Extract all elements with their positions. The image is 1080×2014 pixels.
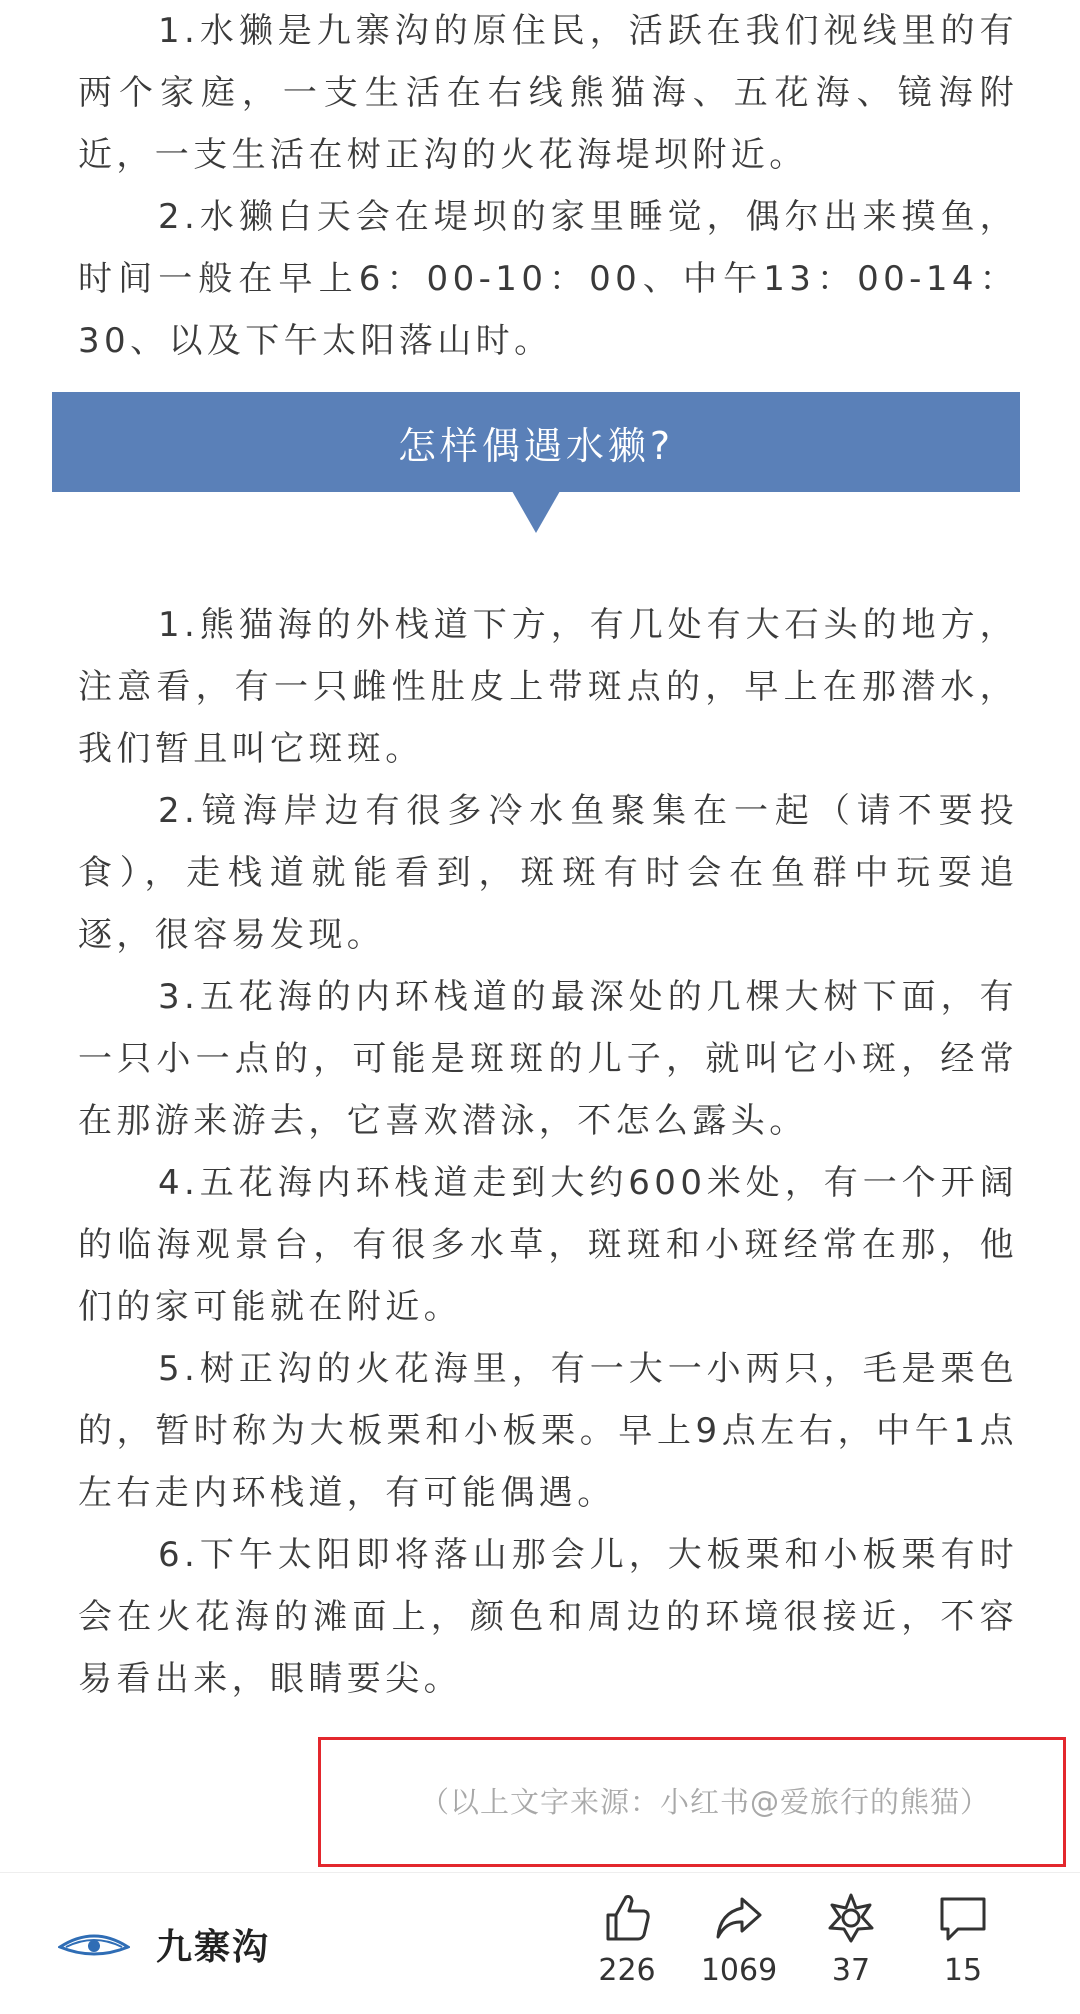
thumbs-up-icon <box>600 1891 654 1945</box>
brand-name[interactable]: 九寨沟 <box>156 1927 271 1968</box>
tip-paragraph-6: 6.下午太阳即将落山那会儿，大板栗和小板栗有时会在火花海的滩面上，颜色和周边的环境很接近，不容易看出来，眼睛要尖。 <box>78 1535 1018 1699</box>
favorite-count: 37 <box>831 1953 871 1988</box>
comment-count: 15 <box>943 1953 983 1988</box>
like-count: 226 <box>598 1953 656 1988</box>
share-icon <box>712 1891 766 1945</box>
tip-paragraph-4: 4.五花海内环栈道走到大约600米处，有一个开阔的临海观景台，有很多水草，斑斑和小斑经常在那，他们的家可能就在附近。 <box>78 1163 1018 1327</box>
like-button[interactable] <box>572 1891 682 1988</box>
tip-paragraph-1: 1.熊猫海的外栈道下方，有几处有大石头的地方，注意看，有一只雌性肚皮上带斑点的，早上在那潜水，我们暂且叫它斑斑。 <box>78 605 1018 769</box>
tip-paragraph-5: 5.树正沟的火花海里，有一大一小两只，毛是栗色的，暂时称为大板栗和小板栗。早上9点左右，中午1点左右走内环栈道，有可能偶遇。 <box>78 1349 1018 1513</box>
section-title: 怎样偶遇水獭? <box>397 423 675 468</box>
source-note: （以上文字来源：小红书@爱旅行的熊猫） <box>420 1785 991 1819</box>
intro-paragraph-2: 2.水獭白天会在堤坝的家里睡觉，偶尔出来摸鱼，时间一般在早上6：00-10：00、中午13：00-14：30、以及下午太阳落山时。 <box>78 197 1018 361</box>
tip-paragraph-2: 2.镜海岸边有很多冷水鱼聚集在一起（请不要投食），走栈道就能看到，斑斑有时会在鱼群中玩耍追逐，很容易发现。 <box>78 791 1018 955</box>
share-count: 1069 <box>700 1953 778 1988</box>
favorite-button[interactable] <box>796 1891 906 1988</box>
comment-icon <box>936 1891 990 1945</box>
eye-logo-icon[interactable] <box>58 1931 130 1961</box>
comment-button[interactable] <box>908 1891 1018 1988</box>
bottom-action-bar <box>0 1872 1080 2014</box>
tip-paragraph-3: 3.五花海的内环栈道的最深处的几棵大树下面，有一只小一点的，可能是斑斑的儿子，就叫它小斑，经常在那游来游去，它喜欢潜泳，不怎么露头。 <box>78 977 1018 1141</box>
share-button[interactable] <box>684 1891 794 1988</box>
intro-paragraph-1: 1.水獭是九寨沟的原住民，活跃在我们视线里的有两个家庭，一支生活在右线熊猫海、五花海、镜海附近，一支生活在树正沟的火花海堤坝附近。 <box>78 11 1018 175</box>
banner-arrow-icon <box>512 491 560 533</box>
star-icon <box>824 1891 878 1945</box>
section-title-banner <box>52 392 1020 492</box>
